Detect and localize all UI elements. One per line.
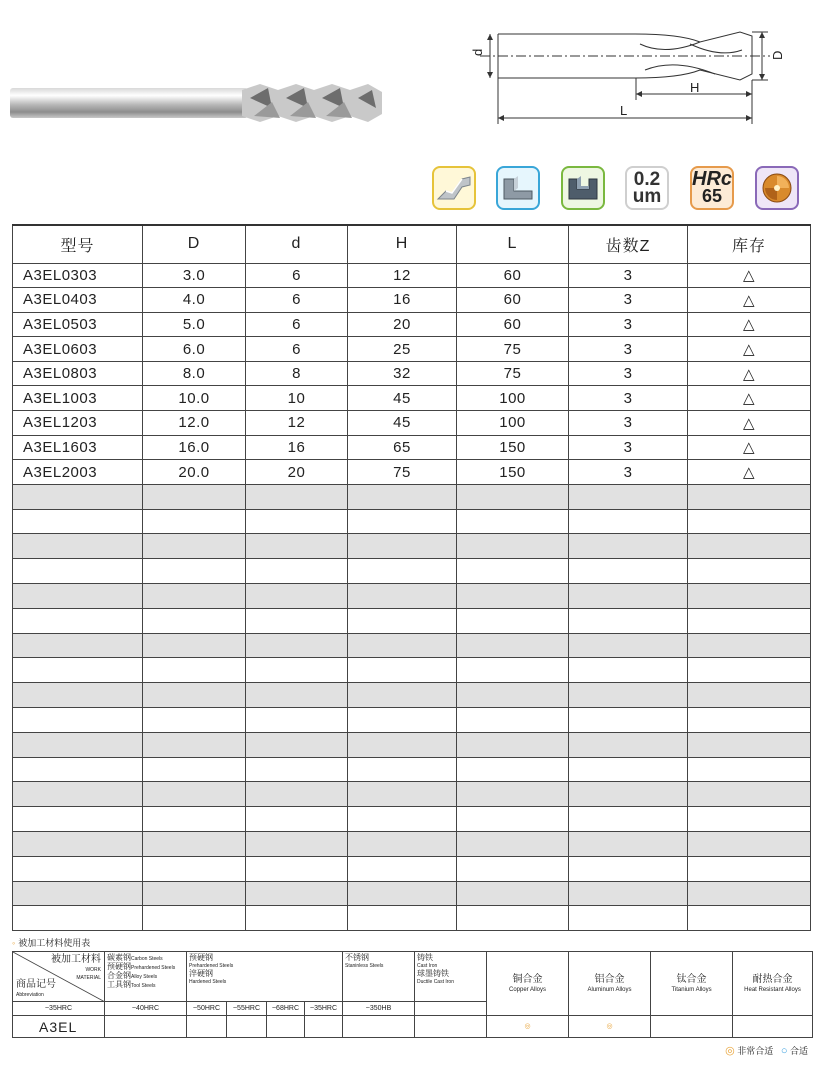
table-cell: 3 (569, 288, 688, 313)
corner-en1: WORK (85, 967, 101, 973)
table-cell (246, 584, 348, 609)
table-cell (246, 757, 348, 782)
table-cell (143, 732, 246, 757)
table-cell: △ (688, 263, 811, 288)
table-cell (348, 633, 457, 658)
table-cell (13, 906, 143, 931)
table-cell: 8.0 (143, 361, 246, 386)
material-cell (227, 1016, 267, 1038)
table-cell: 6 (246, 312, 348, 337)
table-cell (246, 509, 348, 534)
table-cell (246, 807, 348, 832)
table-cell (13, 484, 143, 509)
aluminum-suitability-mark: ◎ (569, 1016, 651, 1038)
table-cell: 20 (246, 460, 348, 485)
table-cell: △ (688, 312, 811, 337)
table-cell (13, 807, 143, 832)
table-cell (457, 757, 569, 782)
empty-table-row (13, 782, 811, 807)
table-cell: A3EL0803 (13, 361, 143, 386)
table-cell (569, 856, 688, 881)
table-cell (246, 906, 348, 931)
table-cell: 20 (348, 312, 457, 337)
table-cell: 10 (246, 386, 348, 411)
table-cell (688, 708, 811, 733)
col-header: D (143, 225, 246, 263)
col-header: 齿数Z (569, 225, 688, 263)
table-cell (457, 484, 569, 509)
copper-alloy-header: 铜合金 Copper Alloys (487, 952, 569, 1016)
table-cell: 150 (457, 460, 569, 485)
hardened-steel-group: 预硬钢 Prehardened Steels 淬硬钢 Hardened Steels (187, 952, 343, 1002)
hardness-cell: ~350HB (343, 1002, 415, 1016)
col-header: d (246, 225, 348, 263)
table-cell (143, 633, 246, 658)
table-row (13, 435, 811, 460)
table-cell (688, 633, 811, 658)
hardness-icon (690, 166, 734, 210)
heat-resistant-alloy-header: 耐热合金 Heat Resistant Alloys (733, 952, 813, 1016)
copper-suitability-mark: ◎ (487, 1016, 569, 1038)
hardness-cell: ~40HRC (105, 1002, 187, 1016)
table-cell (348, 732, 457, 757)
table-cell: 3 (569, 312, 688, 337)
table-cell (569, 633, 688, 658)
empty-table-row (13, 732, 811, 757)
table-cell (13, 608, 143, 633)
corner-header-cell (13, 952, 105, 1002)
table-cell (143, 906, 246, 931)
table-cell (569, 683, 688, 708)
table-cell (246, 608, 348, 633)
table-cell (569, 484, 688, 509)
table-cell (348, 509, 457, 534)
hardness-label: HRc (692, 168, 733, 190)
table-cell (688, 807, 811, 832)
table-cell: 3 (569, 263, 688, 288)
table-cell (13, 708, 143, 733)
table-cell (348, 658, 457, 683)
table-cell: 10.0 (143, 386, 246, 411)
label-H: H (690, 80, 700, 95)
table-cell: △ (688, 386, 811, 411)
table-cell (457, 509, 569, 534)
table-cell (457, 559, 569, 584)
table-cell (348, 559, 457, 584)
table-cell (13, 732, 143, 757)
material-cell (733, 1016, 813, 1038)
table-cell: 6 (246, 337, 348, 362)
very-suitable-icon: ◎ (725, 1045, 735, 1057)
empty-table-row (13, 534, 811, 559)
suitability-legend (725, 1044, 808, 1057)
table-cell (348, 708, 457, 733)
table-cell (348, 484, 457, 509)
table-cell (348, 856, 457, 881)
table-cell (569, 559, 688, 584)
table-row (13, 288, 811, 313)
table-cell: 100 (457, 386, 569, 411)
hardness-cell: ~35HRC (13, 1002, 105, 1016)
table-cell (688, 757, 811, 782)
table-cell (348, 534, 457, 559)
table-cell: 6.0 (143, 337, 246, 362)
table-cell (457, 708, 569, 733)
hardness-cell: ~35HRC (305, 1002, 343, 1016)
table-cell (348, 906, 457, 931)
table-row (13, 263, 811, 288)
table-cell (13, 534, 143, 559)
table-cell (688, 732, 811, 757)
table-cell (348, 807, 457, 832)
table-cell (246, 658, 348, 683)
table-cell (688, 683, 811, 708)
material-cell (105, 1016, 187, 1038)
stainless-steel-header: 不锈钢 Staninless Steels (343, 952, 415, 1002)
table-cell: 60 (457, 312, 569, 337)
table-cell (13, 757, 143, 782)
table-cell (457, 881, 569, 906)
table-cell (348, 584, 457, 609)
table-cell (457, 534, 569, 559)
table-cell (246, 708, 348, 733)
table-cell (143, 757, 246, 782)
table-cell (688, 881, 811, 906)
table-cell: 3 (569, 337, 688, 362)
table-cell: 3 (569, 386, 688, 411)
empty-table-row (13, 708, 811, 733)
table-cell: 150 (457, 435, 569, 460)
table-cell (688, 658, 811, 683)
table-cell (457, 683, 569, 708)
table-cell (13, 881, 143, 906)
table-cell (457, 782, 569, 807)
table-cell: 25 (348, 337, 457, 362)
spec-table (12, 224, 811, 931)
table-cell: 8 (246, 361, 348, 386)
table-cell: △ (688, 337, 811, 362)
table-cell (569, 906, 688, 931)
table-cell (569, 509, 688, 534)
table-cell (688, 484, 811, 509)
table-cell (143, 484, 246, 509)
empty-table-row (13, 856, 811, 881)
carbon-steel-group: 碳素钢Carbon Steels 预硬钢Prehardened Steels 合金钢Alloy Steels 工具钢Tool Steels (105, 952, 187, 1002)
table-cell (457, 906, 569, 931)
table-cell: 100 (457, 411, 569, 436)
empty-table-row (13, 658, 811, 683)
table-cell (569, 608, 688, 633)
corner-cn: 被加工材料 (51, 954, 101, 965)
table-cell: 12 (246, 411, 348, 436)
table-cell: △ (688, 435, 811, 460)
table-cell: 32 (348, 361, 457, 386)
table-cell: △ (688, 460, 811, 485)
hardness-cell: ~50HRC (187, 1002, 227, 1016)
table-cell: 6 (246, 263, 348, 288)
table-cell (13, 782, 143, 807)
table-cell (688, 782, 811, 807)
table-cell (348, 832, 457, 857)
abbr-en: Abbreviation (16, 992, 44, 998)
table-cell (143, 708, 246, 733)
table-cell (13, 633, 143, 658)
table-cell (457, 856, 569, 881)
table-cell (143, 509, 246, 534)
table-cell: 75 (348, 460, 457, 485)
table-cell: A3EL0603 (13, 337, 143, 362)
table-cell (246, 484, 348, 509)
table-cell (246, 782, 348, 807)
empty-table-row (13, 584, 811, 609)
table-cell: 12 (348, 263, 457, 288)
material-cell (343, 1016, 415, 1038)
table-cell (457, 633, 569, 658)
material-cell (187, 1016, 227, 1038)
table-cell: 75 (457, 361, 569, 386)
empty-table-row (13, 559, 811, 584)
empty-table-row (13, 906, 811, 931)
table-cell (688, 534, 811, 559)
table-header-row (13, 225, 811, 263)
table-cell (688, 584, 811, 609)
table-cell (457, 658, 569, 683)
table-cell (246, 832, 348, 857)
col-header: 库存 (688, 225, 811, 263)
table-row (13, 337, 811, 362)
table-cell (348, 881, 457, 906)
hardness-cell: ~55HRC (227, 1002, 267, 1016)
table-cell: △ (688, 288, 811, 313)
table-cell (457, 584, 569, 609)
table-cell (688, 906, 811, 931)
aluminum-alloy-header: 铝合金 Aluminum Alloys (569, 952, 651, 1016)
table-cell (246, 856, 348, 881)
table-cell (457, 807, 569, 832)
empty-table-row (13, 881, 811, 906)
table-cell: 3 (569, 460, 688, 485)
table-cell (569, 757, 688, 782)
end-mill-product-image (10, 78, 385, 128)
table-cell (688, 832, 811, 857)
cast-iron-header: 铸铁 Cast Iron 球墨铸铁 Ductile Cast Iron (415, 952, 487, 1002)
table-cell (143, 608, 246, 633)
material-table (12, 951, 813, 1038)
table-cell: 4.0 (143, 288, 246, 313)
corner-en2: MATERIAL (76, 975, 101, 981)
table-row (13, 312, 811, 337)
empty-table-row (13, 757, 811, 782)
material-cell (415, 1016, 487, 1038)
table-cell: A3EL0303 (13, 263, 143, 288)
table-cell (348, 782, 457, 807)
material-table-title: ◦ 被加工材料使用表 (12, 938, 91, 948)
coating-icon (755, 166, 799, 210)
table-cell (143, 807, 246, 832)
aluminum-profile-icon (432, 166, 476, 210)
table-cell: 65 (348, 435, 457, 460)
table-row (13, 386, 811, 411)
table-cell: 60 (457, 263, 569, 288)
table-cell (13, 584, 143, 609)
abbr-cn: 商品记号 (16, 979, 56, 990)
titanium-alloy-header: 钛合金 Titanium Alloys (651, 952, 733, 1016)
empty-table-row (13, 608, 811, 633)
table-cell (569, 658, 688, 683)
table-cell (13, 683, 143, 708)
table-cell (246, 633, 348, 658)
table-cell (143, 559, 246, 584)
table-cell (143, 534, 246, 559)
table-cell (143, 856, 246, 881)
table-cell (569, 807, 688, 832)
table-cell: 6 (246, 288, 348, 313)
table-cell (13, 856, 143, 881)
table-cell (569, 782, 688, 807)
table-row (13, 460, 811, 485)
table-row (13, 411, 811, 436)
table-cell: A3EL0503 (13, 312, 143, 337)
table-cell (13, 509, 143, 534)
table-cell (569, 584, 688, 609)
table-cell (143, 658, 246, 683)
empty-table-row (13, 683, 811, 708)
table-cell (348, 757, 457, 782)
table-cell (246, 881, 348, 906)
table-cell (143, 584, 246, 609)
table-cell: 16.0 (143, 435, 246, 460)
material-cell (267, 1016, 305, 1038)
table-cell: 20.0 (143, 460, 246, 485)
table-cell: △ (688, 411, 811, 436)
runout-unit: um (632, 186, 662, 207)
empty-table-row (13, 832, 811, 857)
table-cell: A3EL1603 (13, 435, 143, 460)
table-cell: A3EL1003 (13, 386, 143, 411)
table-cell: 75 (457, 337, 569, 362)
slot-milling-icon (561, 166, 605, 210)
empty-table-row (13, 807, 811, 832)
table-cell (688, 608, 811, 633)
table-cell: A3EL1203 (13, 411, 143, 436)
table-cell (143, 832, 246, 857)
table-cell (143, 881, 246, 906)
table-cell (457, 608, 569, 633)
table-cell: 3 (569, 411, 688, 436)
dimension-drawing (450, 14, 790, 126)
label-D: D (770, 50, 785, 60)
table-cell (569, 732, 688, 757)
table-cell (569, 832, 688, 857)
table-cell: 60 (457, 288, 569, 313)
empty-table-row (13, 633, 811, 658)
col-header: L (457, 225, 569, 263)
table-row (13, 361, 811, 386)
table-cell (13, 832, 143, 857)
runout-value: 0.2 (633, 169, 661, 190)
table-cell: 16 (348, 288, 457, 313)
material-cell (651, 1016, 733, 1038)
empty-table-row (13, 484, 811, 509)
table-cell (569, 708, 688, 733)
table-cell (688, 509, 811, 534)
very-suitable-label: 非常合适 (737, 1046, 774, 1056)
table-cell: △ (688, 361, 811, 386)
table-cell: 3 (569, 361, 688, 386)
table-cell (13, 559, 143, 584)
table-cell (688, 856, 811, 881)
table-cell: 16 (246, 435, 348, 460)
table-cell: A3EL2003 (13, 460, 143, 485)
col-header: H (348, 225, 457, 263)
table-cell (13, 658, 143, 683)
table-cell: 5.0 (143, 312, 246, 337)
material-cell (305, 1016, 343, 1038)
product-code-cell: A3EL (13, 1016, 105, 1038)
col-header: 型号 (13, 225, 143, 263)
table-cell (143, 683, 246, 708)
table-cell: 3.0 (143, 263, 246, 288)
side-milling-icon (496, 166, 540, 210)
table-cell (688, 559, 811, 584)
table-cell (348, 683, 457, 708)
label-d: d (470, 48, 485, 56)
hardness-value: 65 (701, 186, 723, 206)
label-L: L (620, 103, 628, 118)
table-cell (246, 534, 348, 559)
table-cell (246, 732, 348, 757)
suitable-icon: ○ (780, 1045, 788, 1057)
empty-table-row (13, 509, 811, 534)
table-cell: 12.0 (143, 411, 246, 436)
table-cell (569, 881, 688, 906)
table-cell: A3EL0403 (13, 288, 143, 313)
table-cell (569, 534, 688, 559)
table-cell (246, 683, 348, 708)
table-cell (246, 559, 348, 584)
table-cell (348, 608, 457, 633)
runout-icon (625, 166, 669, 210)
suitable-label: 合适 (789, 1046, 808, 1056)
table-cell (457, 832, 569, 857)
table-cell: 45 (348, 386, 457, 411)
table-cell: 3 (569, 435, 688, 460)
table-cell: 45 (348, 411, 457, 436)
table-cell (143, 782, 246, 807)
table-cell (457, 732, 569, 757)
hardness-cell: ~68HRC (267, 1002, 305, 1016)
